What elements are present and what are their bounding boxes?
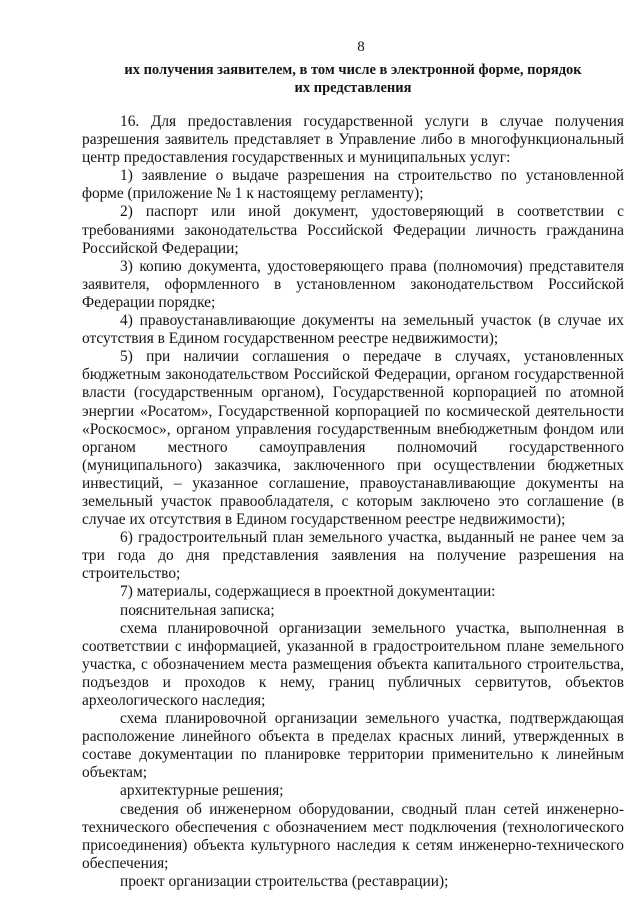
- page-number: 8: [357, 39, 365, 55]
- list-item-4-title-documents: 4) правоустанавливающие документы на земельный участок (в случае их отсутствия в Едином государственном реестре недвижимости);: [82, 312, 624, 348]
- sub-item-architectural-solutions: архитектурные решения;: [120, 782, 284, 800]
- sub-item-construction-project: проект организации строительства (реставрации);: [120, 872, 449, 890]
- list-item-1-application: 1) заявление о выдаче разрешения на строительство по установленной форме (приложение № 1 к настоящему регламенту);: [82, 167, 624, 203]
- section-heading: [82, 61, 624, 97]
- list-item-7-project-materials: 7) материалы, содержащиеся в проектной документации:: [120, 583, 496, 601]
- list-item-5-agreement: 5) при наличии соглашения о передаче в случаях, установленных бюджетным законодательством Российской Федерации, органом государственной власти (государственным органом), Государственной корпорацией по атомной энергии «Росатом», Государственной корпорацией по космической деятельности «Роскосмос», органом управления государственным внебюджетным фондом или органом местного самоуправления полномочий государственного (муниципального) заказчика, заключенного при осуществлении бюджетных инвестиций, – указанное соглашение, правоустанавливающие документы на земельный участок правообладателя, с которым заключено это соглашение (в случае их отсутствия в Едином государственном реестре недвижимости);: [82, 348, 624, 529]
- list-item-3-representative: 3) копию документа, удостоверяющего права (полномочия) представителя заявителя, оформленного в установленном законодательством Российской Федерации порядке;: [82, 257, 624, 311]
- document-page: [82, 38, 624, 891]
- list-item-2-passport: 2) паспорт или иной документ, удостоверяющий в соответствии с требованиями законодательства Российской Федерации личность гражданина Российской Федерации;: [82, 203, 624, 257]
- sub-item-engineering-equipment: сведения об инженерном оборудовании, сводный план сетей инженерно-технического обеспечения с обозначением мест подключения (технологического присоединения) объекта культурного наследия к сетям инженерно-технического обеспечения;: [82, 800, 624, 872]
- sub-item-explanatory-note: пояснительная записка;: [120, 601, 275, 619]
- sub-item-linear-object-plan: схема планировочной организации земельного участка, подтверждающая расположение линейного объекта в пределах красных линий, утвержденных в составе документации по планировке территории применительно к линейным объектам;: [82, 710, 624, 782]
- section-heading-line-1: их получения заявителем, в том числе в электронной форме, порядок: [124, 62, 582, 78]
- document-body: [82, 113, 624, 891]
- list-item-6-urban-plan: 6) градостроительный план земельного участка, выданный не ранее чем за три года до дня представления заявления на получение разрешения на строительство;: [82, 529, 624, 583]
- paragraph-16-intro: 16. Для предоставления государственной услуги в случае получения разрешения заявитель представляет в Управление либо в многофункциональный центр предоставления государственных и муниципальных услуг:: [82, 113, 624, 167]
- sub-item-site-plan: схема планировочной организации земельного участка, выполненная в соответствии с информацией, указанной в градостроительном плане земельного участка, с обозначением места размещения объекта капитального строительства, подъездов и проходов к нему, границ публичных сервитутов, объектов археологического наследия;: [82, 619, 624, 709]
- section-heading-line-2: их представления: [294, 80, 412, 96]
